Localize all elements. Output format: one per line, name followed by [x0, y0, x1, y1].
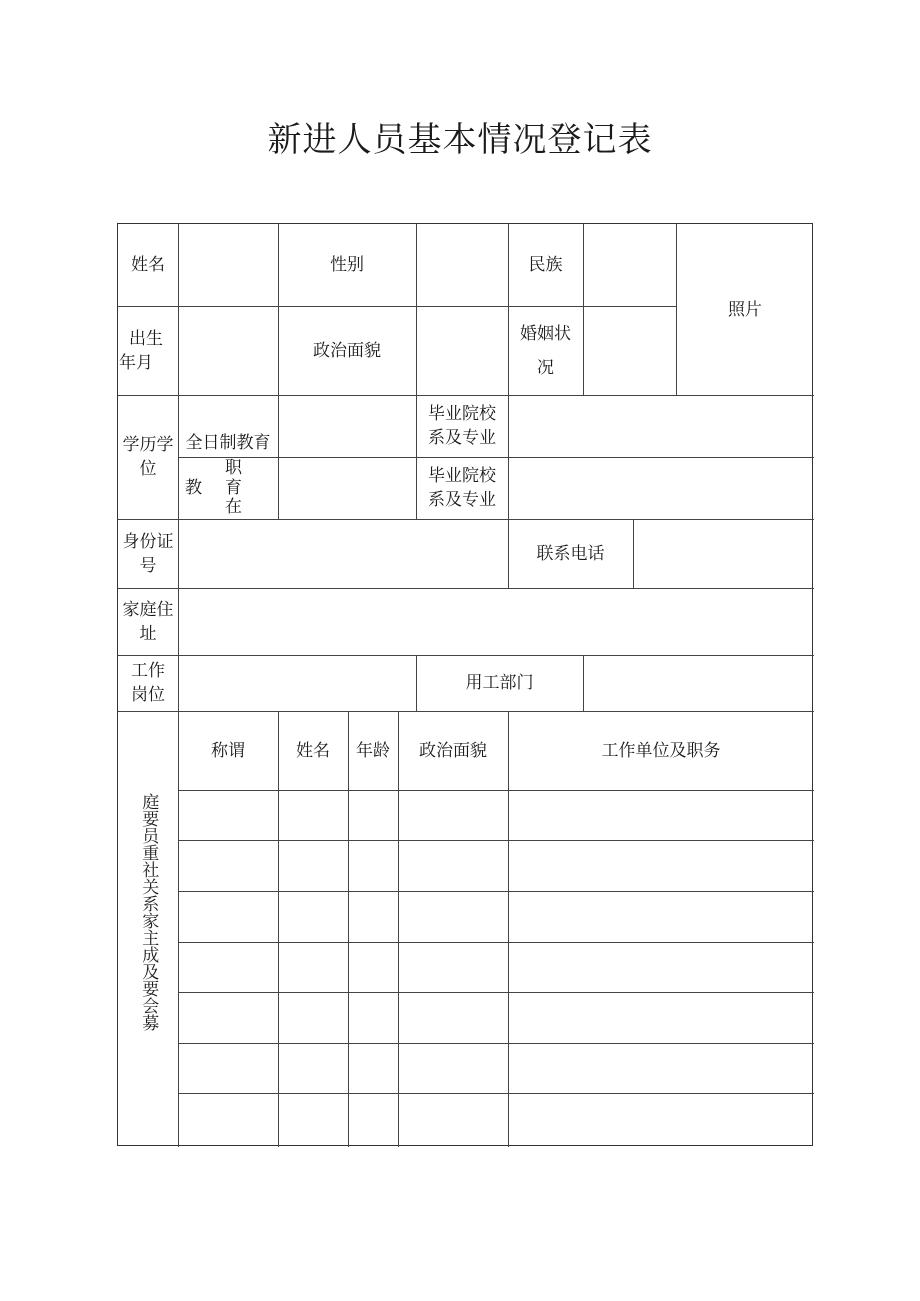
- table-row: [178, 840, 814, 891]
- family-employer-cell[interactable]: [508, 840, 814, 891]
- inservice-char-3: 育: [225, 478, 242, 498]
- address-label-line2: 址: [139, 623, 157, 644]
- address-label-line1: 家庭住: [122, 599, 174, 620]
- table-row: [178, 1043, 814, 1093]
- id-number-field[interactable]: [179, 520, 507, 587]
- name-field[interactable]: [179, 225, 277, 305]
- id-label-line1: 身份证: [122, 531, 174, 552]
- political-status-label: 政治面貌: [313, 340, 381, 361]
- birth-label: [118, 306, 178, 395]
- education-label-line2: 位: [139, 459, 157, 479]
- family-age-cell[interactable]: [348, 1043, 398, 1093]
- post-label-line2: 岗位: [131, 685, 165, 705]
- family-employer-cell[interactable]: [508, 790, 814, 840]
- full-time-edu-label: 全日制教育: [185, 433, 271, 453]
- family-relation-cell[interactable]: [178, 992, 278, 1043]
- family-employer-cell[interactable]: [508, 942, 814, 992]
- family-name-cell[interactable]: [278, 992, 348, 1043]
- family-political-cell[interactable]: [398, 942, 508, 992]
- family-relation-cell[interactable]: [178, 891, 278, 942]
- family-employer-cell[interactable]: [508, 891, 814, 942]
- school-major-line2: 系及专业: [428, 490, 496, 510]
- family-relation-cell[interactable]: [178, 1043, 278, 1093]
- table-row: [178, 1093, 814, 1147]
- family-name-cell[interactable]: [278, 1043, 348, 1093]
- family-name-cell[interactable]: [278, 840, 348, 891]
- marital-status-field[interactable]: [584, 307, 675, 394]
- id-label-line2: 号: [139, 555, 157, 576]
- family-relation-cell[interactable]: [178, 790, 278, 840]
- dept-field[interactable]: [584, 656, 813, 710]
- family-section-label: 庭要员重社关系家主成及要会募: [138, 793, 159, 1031]
- name-label: 姓名: [131, 255, 165, 275]
- inservice-char-1: 职: [225, 458, 242, 478]
- family-age-cell[interactable]: [348, 790, 398, 840]
- ethnicity-label: 民族: [528, 255, 563, 275]
- family-rows: [178, 790, 814, 1147]
- inservice-degree-field[interactable]: [279, 458, 416, 518]
- inservice-char-2: 教: [185, 478, 202, 498]
- family-relation-cell[interactable]: [178, 840, 278, 891]
- school-major-label-1: [416, 395, 508, 457]
- ethnicity-field[interactable]: [584, 225, 675, 305]
- family-age-cell[interactable]: [348, 1093, 398, 1147]
- family-name-cell[interactable]: [278, 942, 348, 992]
- family-political-cell[interactable]: [398, 840, 508, 891]
- political-status-field[interactable]: [417, 307, 507, 394]
- family-age-cell[interactable]: [348, 891, 398, 942]
- inservice-edu-label: [178, 457, 278, 519]
- family-header-name: 姓名: [296, 740, 330, 761]
- family-political-cell[interactable]: [398, 891, 508, 942]
- table-row: [178, 790, 814, 840]
- family-name-cell[interactable]: [278, 1093, 348, 1147]
- form-title: 新进人员基本情况登记表: [267, 120, 653, 160]
- family-age-cell[interactable]: [348, 992, 398, 1043]
- phone-field[interactable]: [634, 520, 813, 587]
- photo-label[interactable]: 照片: [728, 299, 762, 320]
- registration-form: [117, 223, 813, 1146]
- phone-label: 联系电话: [536, 543, 605, 564]
- family-age-cell[interactable]: [348, 840, 398, 891]
- table-row: [178, 942, 814, 992]
- education-label: [118, 395, 178, 519]
- family-political-cell[interactable]: [398, 1043, 508, 1093]
- family-relation-cell[interactable]: [178, 942, 278, 992]
- family-header-employer: 工作单位及职务: [601, 740, 721, 761]
- school-major-line1: 毕业院校: [428, 404, 496, 424]
- family-age-cell[interactable]: [348, 942, 398, 992]
- full-time-school-field[interactable]: [509, 396, 813, 457]
- family-political-cell[interactable]: [398, 790, 508, 840]
- family-relation-cell[interactable]: [178, 1093, 278, 1147]
- table-row: [178, 992, 814, 1043]
- education-label-line1: 学历学: [122, 435, 174, 455]
- inservice-school-field[interactable]: [509, 458, 813, 518]
- family-employer-cell[interactable]: [508, 1043, 814, 1093]
- school-major-label-2: [416, 457, 508, 519]
- table-row: [178, 891, 814, 942]
- gender-field[interactable]: [417, 225, 507, 305]
- post-field[interactable]: [179, 656, 416, 710]
- family-employer-cell[interactable]: [508, 1093, 814, 1147]
- family-name-cell[interactable]: [278, 790, 348, 840]
- marital-label-line2: 况: [537, 357, 554, 378]
- family-header-age: 年龄: [356, 740, 390, 761]
- id-number-label: [118, 519, 178, 588]
- family-political-cell[interactable]: [398, 1093, 508, 1147]
- family-name-cell[interactable]: [278, 891, 348, 942]
- birth-label-line1: 出生: [129, 328, 163, 349]
- address-field[interactable]: [179, 589, 813, 654]
- school-major-line2: 系及专业: [428, 428, 496, 448]
- post-label: [118, 655, 178, 711]
- marital-label-line1: 婚姻状: [520, 323, 571, 344]
- post-label-line1: 工作: [131, 661, 165, 681]
- marital-status-label: [508, 306, 583, 395]
- gender-label: 性别: [330, 255, 364, 275]
- birth-label-line2: 年月: [119, 352, 153, 373]
- family-political-cell[interactable]: [398, 992, 508, 1043]
- address-label: [118, 588, 178, 655]
- birth-field[interactable]: [179, 307, 277, 394]
- family-employer-cell[interactable]: [508, 992, 814, 1043]
- full-time-degree-field[interactable]: [279, 396, 416, 457]
- family-header-relation: 称谓: [211, 740, 245, 761]
- family-header-political: 政治面貌: [419, 740, 487, 761]
- inservice-char-4: 在: [225, 497, 242, 517]
- school-major-line1: 毕业院校: [428, 466, 496, 486]
- dept-label: 用工部门: [465, 673, 534, 693]
